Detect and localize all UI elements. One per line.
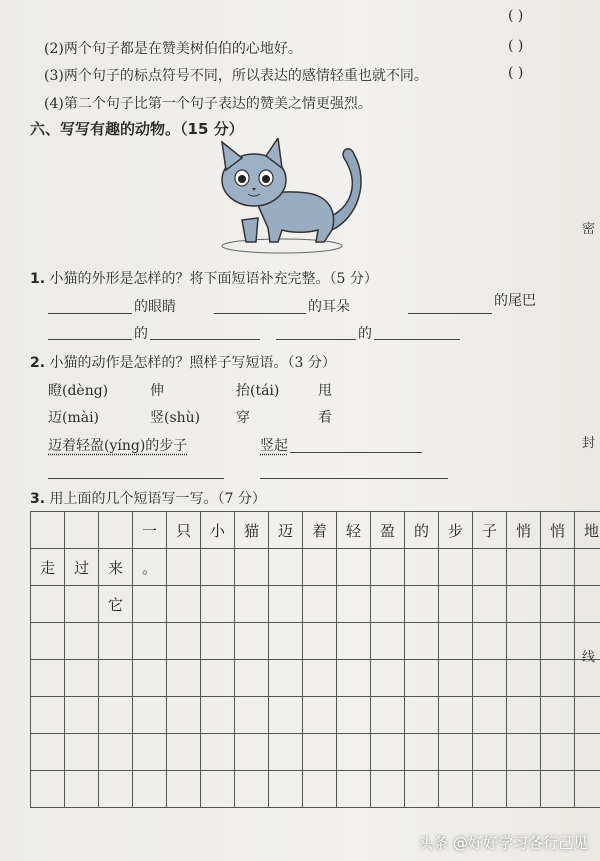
grid-cell[interactable]	[439, 697, 473, 734]
question-2	[30, 352, 336, 372]
grid-cell[interactable]	[303, 734, 337, 771]
grid-cell[interactable]	[541, 734, 575, 771]
grid-cell[interactable]	[575, 697, 600, 734]
grid-cell[interactable]	[541, 549, 575, 586]
grid-cell[interactable]	[405, 549, 439, 586]
grid-cell[interactable]	[405, 771, 439, 808]
grid-cell[interactable]: 来	[99, 549, 133, 586]
question-1	[30, 268, 378, 288]
grid-cell[interactable]	[99, 734, 133, 771]
grid-cell[interactable]	[507, 734, 541, 771]
grid-cell[interactable]	[201, 771, 235, 808]
verb-word: 瞪(dèng)	[48, 383, 109, 399]
grid-cell[interactable]	[65, 512, 99, 549]
answer-blank[interactable]	[374, 339, 460, 340]
grid-cell[interactable]	[31, 697, 65, 734]
grid-cell[interactable]	[371, 586, 405, 623]
question-text: 小猫的外形是怎样的？将下面短语补充完整。（5 分）	[49, 271, 378, 287]
grid-cell[interactable]	[31, 734, 65, 771]
grid-cell[interactable]	[371, 623, 405, 660]
grid-cell[interactable]	[337, 660, 371, 697]
grid-cell[interactable]	[507, 697, 541, 734]
grid-cell[interactable]	[303, 697, 337, 734]
grid-cell[interactable]	[31, 623, 65, 660]
grid-cell[interactable]	[337, 623, 371, 660]
grid-cell[interactable]	[439, 734, 473, 771]
grid-cell[interactable]	[575, 771, 600, 808]
grid-cell[interactable]	[507, 586, 541, 623]
grid-cell[interactable]	[269, 623, 303, 660]
answer-blank[interactable]	[290, 452, 422, 453]
grid-cell[interactable]: 迈	[269, 512, 303, 549]
grid-cell[interactable]	[201, 697, 235, 734]
grid-cell[interactable]	[235, 549, 269, 586]
judge-item-2: (2)两个句子都是在赞美树伯伯的心地好。	[44, 41, 302, 57]
grid-cell[interactable]	[405, 734, 439, 771]
grid-cell[interactable]	[235, 623, 269, 660]
grid-row	[31, 623, 600, 660]
grid-cell[interactable]: 悄	[507, 512, 541, 549]
answer-blank[interactable]	[150, 339, 260, 340]
question-number: 2.	[30, 355, 46, 371]
grid-cell[interactable]	[269, 549, 303, 586]
grid-cell[interactable]	[235, 734, 269, 771]
grid-row	[31, 586, 600, 623]
grid-cell[interactable]	[575, 734, 600, 771]
seal-mark: 线	[582, 650, 596, 665]
grid-cell[interactable]	[337, 697, 371, 734]
grid-cell[interactable]	[337, 586, 371, 623]
grid-cell[interactable]: 一	[133, 512, 167, 549]
grid-cell[interactable]	[439, 771, 473, 808]
grid-cell[interactable]	[133, 771, 167, 808]
grid-cell[interactable]	[575, 586, 600, 623]
grid-cell[interactable]	[65, 660, 99, 697]
grid-cell[interactable]	[167, 586, 201, 623]
grid-cell[interactable]	[371, 660, 405, 697]
grid-cell[interactable]	[541, 586, 575, 623]
answer-paren: ( )	[508, 38, 524, 54]
grid-cell[interactable]	[541, 623, 575, 660]
grid-cell[interactable]	[201, 660, 235, 697]
grid-cell[interactable]	[303, 549, 337, 586]
answer-paren: ( )	[508, 65, 524, 81]
grid-cell[interactable]	[541, 771, 575, 808]
grid-cell[interactable]	[167, 697, 201, 734]
grid-cell[interactable]: 步	[439, 512, 473, 549]
grid-cell[interactable]	[337, 771, 371, 808]
grid-cell[interactable]	[473, 586, 507, 623]
grid-cell[interactable]	[133, 623, 167, 660]
grid-cell[interactable]	[303, 586, 337, 623]
grid-cell[interactable]	[133, 697, 167, 734]
grid-cell[interactable]	[99, 512, 133, 549]
grid-cell[interactable]	[99, 771, 133, 808]
grid-cell[interactable]	[65, 734, 99, 771]
grid-cell[interactable]	[541, 697, 575, 734]
grid-cell[interactable]	[405, 586, 439, 623]
grid-cell[interactable]	[235, 697, 269, 734]
example-phrase: 迈着轻盈(yíng)的步子	[48, 438, 188, 454]
question-3	[30, 488, 266, 508]
grid-cell[interactable]	[201, 734, 235, 771]
grid-cell[interactable]	[65, 697, 99, 734]
question-text: 小猫的动作是怎样的？照样子写短语。（3 分）	[49, 355, 336, 371]
grid-cell[interactable]	[303, 771, 337, 808]
grid-cell[interactable]	[439, 586, 473, 623]
grid-row	[31, 549, 600, 586]
answer-paren: ( )	[508, 8, 524, 24]
grid-cell[interactable]	[269, 586, 303, 623]
grid-cell[interactable]: 小	[201, 512, 235, 549]
grid-cell[interactable]	[31, 586, 65, 623]
answer-blank[interactable]	[276, 339, 356, 340]
grid-cell[interactable]	[201, 549, 235, 586]
grid-cell[interactable]	[269, 734, 303, 771]
phrase-suffix: 的眼睛	[134, 299, 176, 315]
grid-cell[interactable]	[371, 734, 405, 771]
grid-row	[31, 660, 600, 697]
phrase-suffix: 的尾巴	[494, 293, 536, 309]
grid-cell[interactable]	[167, 771, 201, 808]
judge-item-3: (3)两个句子的标点符号不同，所以表达的感情轻重也就不同。	[44, 68, 428, 84]
answer-blank[interactable]	[48, 478, 224, 479]
grid-cell[interactable]	[235, 771, 269, 808]
grid-cell[interactable]	[575, 660, 600, 697]
grid-cell[interactable]	[439, 549, 473, 586]
grid-cell[interactable]	[65, 771, 99, 808]
grid-cell[interactable]	[31, 771, 65, 808]
grid-cell[interactable]	[439, 660, 473, 697]
phrase-suffix: 的	[134, 326, 148, 342]
grid-row	[31, 512, 600, 549]
seal-mark: 密	[582, 222, 596, 237]
answer-blank[interactable]	[214, 313, 306, 314]
grid-cell[interactable]	[473, 660, 507, 697]
grid-cell[interactable]	[167, 549, 201, 586]
grid-cell[interactable]: 着	[303, 512, 337, 549]
grid-cell[interactable]: 悄	[541, 512, 575, 549]
judge-item-4: (4)第二个句子比第一个句子表达的赞美之情更强烈。	[44, 96, 372, 112]
grid-cell[interactable]	[473, 549, 507, 586]
grid-cell[interactable]	[167, 623, 201, 660]
verb-word: 穿	[236, 410, 250, 426]
verb-word: 抬(tái)	[236, 383, 280, 399]
example-phrase: 竖起	[260, 438, 288, 454]
grid-cell[interactable]	[371, 549, 405, 586]
grid-cell[interactable]	[167, 660, 201, 697]
grid-cell[interactable]	[507, 771, 541, 808]
grid-cell[interactable]	[235, 586, 269, 623]
grid-cell[interactable]	[99, 623, 133, 660]
grid-cell[interactable]	[473, 697, 507, 734]
grid-cell[interactable]	[201, 586, 235, 623]
grid-cell[interactable]	[439, 623, 473, 660]
grid-cell[interactable]	[303, 623, 337, 660]
question-text: 用上面的几个短语写一写。（7 分）	[49, 491, 266, 507]
grid-cell[interactable]	[269, 771, 303, 808]
grid-cell[interactable]	[507, 660, 541, 697]
grid-cell[interactable]	[31, 512, 65, 549]
grid-cell[interactable]	[269, 697, 303, 734]
watermark: 头条 @好好学习各行己见	[418, 834, 588, 852]
phrase-suffix: 的	[358, 326, 372, 342]
grid-cell[interactable]: 走	[31, 549, 65, 586]
grid-cell[interactable]	[371, 697, 405, 734]
grid-cell[interactable]	[575, 549, 600, 586]
grid-row	[31, 734, 600, 771]
answer-blank[interactable]	[48, 339, 132, 340]
phrase-suffix: 的耳朵	[308, 299, 350, 315]
writing-grid[interactable]	[30, 511, 599, 808]
question-number: 1.	[30, 271, 46, 287]
grid-cell[interactable]	[405, 623, 439, 660]
grid-cell[interactable]: 它	[99, 586, 133, 623]
grid-cell[interactable]: 只	[167, 512, 201, 549]
section-title: 六、写写有趣的动物。（15 分）	[30, 120, 244, 138]
verb-word: 竖(shù)	[150, 410, 201, 426]
grid-cell[interactable]	[337, 734, 371, 771]
grid-cell[interactable]	[133, 586, 167, 623]
grid-cell[interactable]	[405, 697, 439, 734]
grid-cell[interactable]	[201, 623, 235, 660]
grid-cell[interactable]	[133, 660, 167, 697]
grid-cell[interactable]	[99, 697, 133, 734]
verb-word: 看	[318, 410, 332, 426]
grid-cell[interactable]	[405, 660, 439, 697]
grid-cell[interactable]	[235, 660, 269, 697]
grid-cell[interactable]	[303, 660, 337, 697]
answer-blank[interactable]	[48, 313, 132, 314]
grid-cell[interactable]	[65, 623, 99, 660]
grid-cell[interactable]: 地	[575, 512, 600, 549]
grid-cell[interactable]: 子	[473, 512, 507, 549]
grid-cell[interactable]: 猫	[235, 512, 269, 549]
grid-cell[interactable]	[133, 734, 167, 771]
grid-cell[interactable]	[473, 623, 507, 660]
grid-cell[interactable]	[541, 660, 575, 697]
answer-blank[interactable]	[260, 478, 448, 479]
seal-mark: 封	[582, 436, 596, 451]
cat-illustration	[212, 138, 377, 260]
grid-cell[interactable]	[31, 660, 65, 697]
grid-cell[interactable]: 的	[405, 512, 439, 549]
verb-word: 伸	[150, 383, 164, 399]
grid-cell[interactable]: 过	[65, 549, 99, 586]
grid-cell[interactable]	[99, 660, 133, 697]
grid-cell[interactable]	[65, 586, 99, 623]
grid-row	[31, 697, 600, 734]
grid-cell[interactable]	[269, 660, 303, 697]
grid-cell[interactable]: 。	[133, 549, 167, 586]
grid-cell[interactable]	[507, 623, 541, 660]
verb-word: 迈(mài)	[48, 410, 100, 426]
grid-cell[interactable]	[473, 734, 507, 771]
grid-cell[interactable]	[507, 549, 541, 586]
grid-cell[interactable]: 盈	[371, 512, 405, 549]
grid-row	[31, 771, 600, 808]
verb-word: 甩	[318, 383, 332, 399]
grid-cell[interactable]	[371, 771, 405, 808]
grid-cell[interactable]: 轻	[337, 512, 371, 549]
question-number: 3.	[30, 491, 46, 507]
grid-cell[interactable]	[167, 734, 201, 771]
grid-cell[interactable]	[337, 549, 371, 586]
grid-cell[interactable]	[473, 771, 507, 808]
answer-blank[interactable]	[408, 313, 492, 314]
